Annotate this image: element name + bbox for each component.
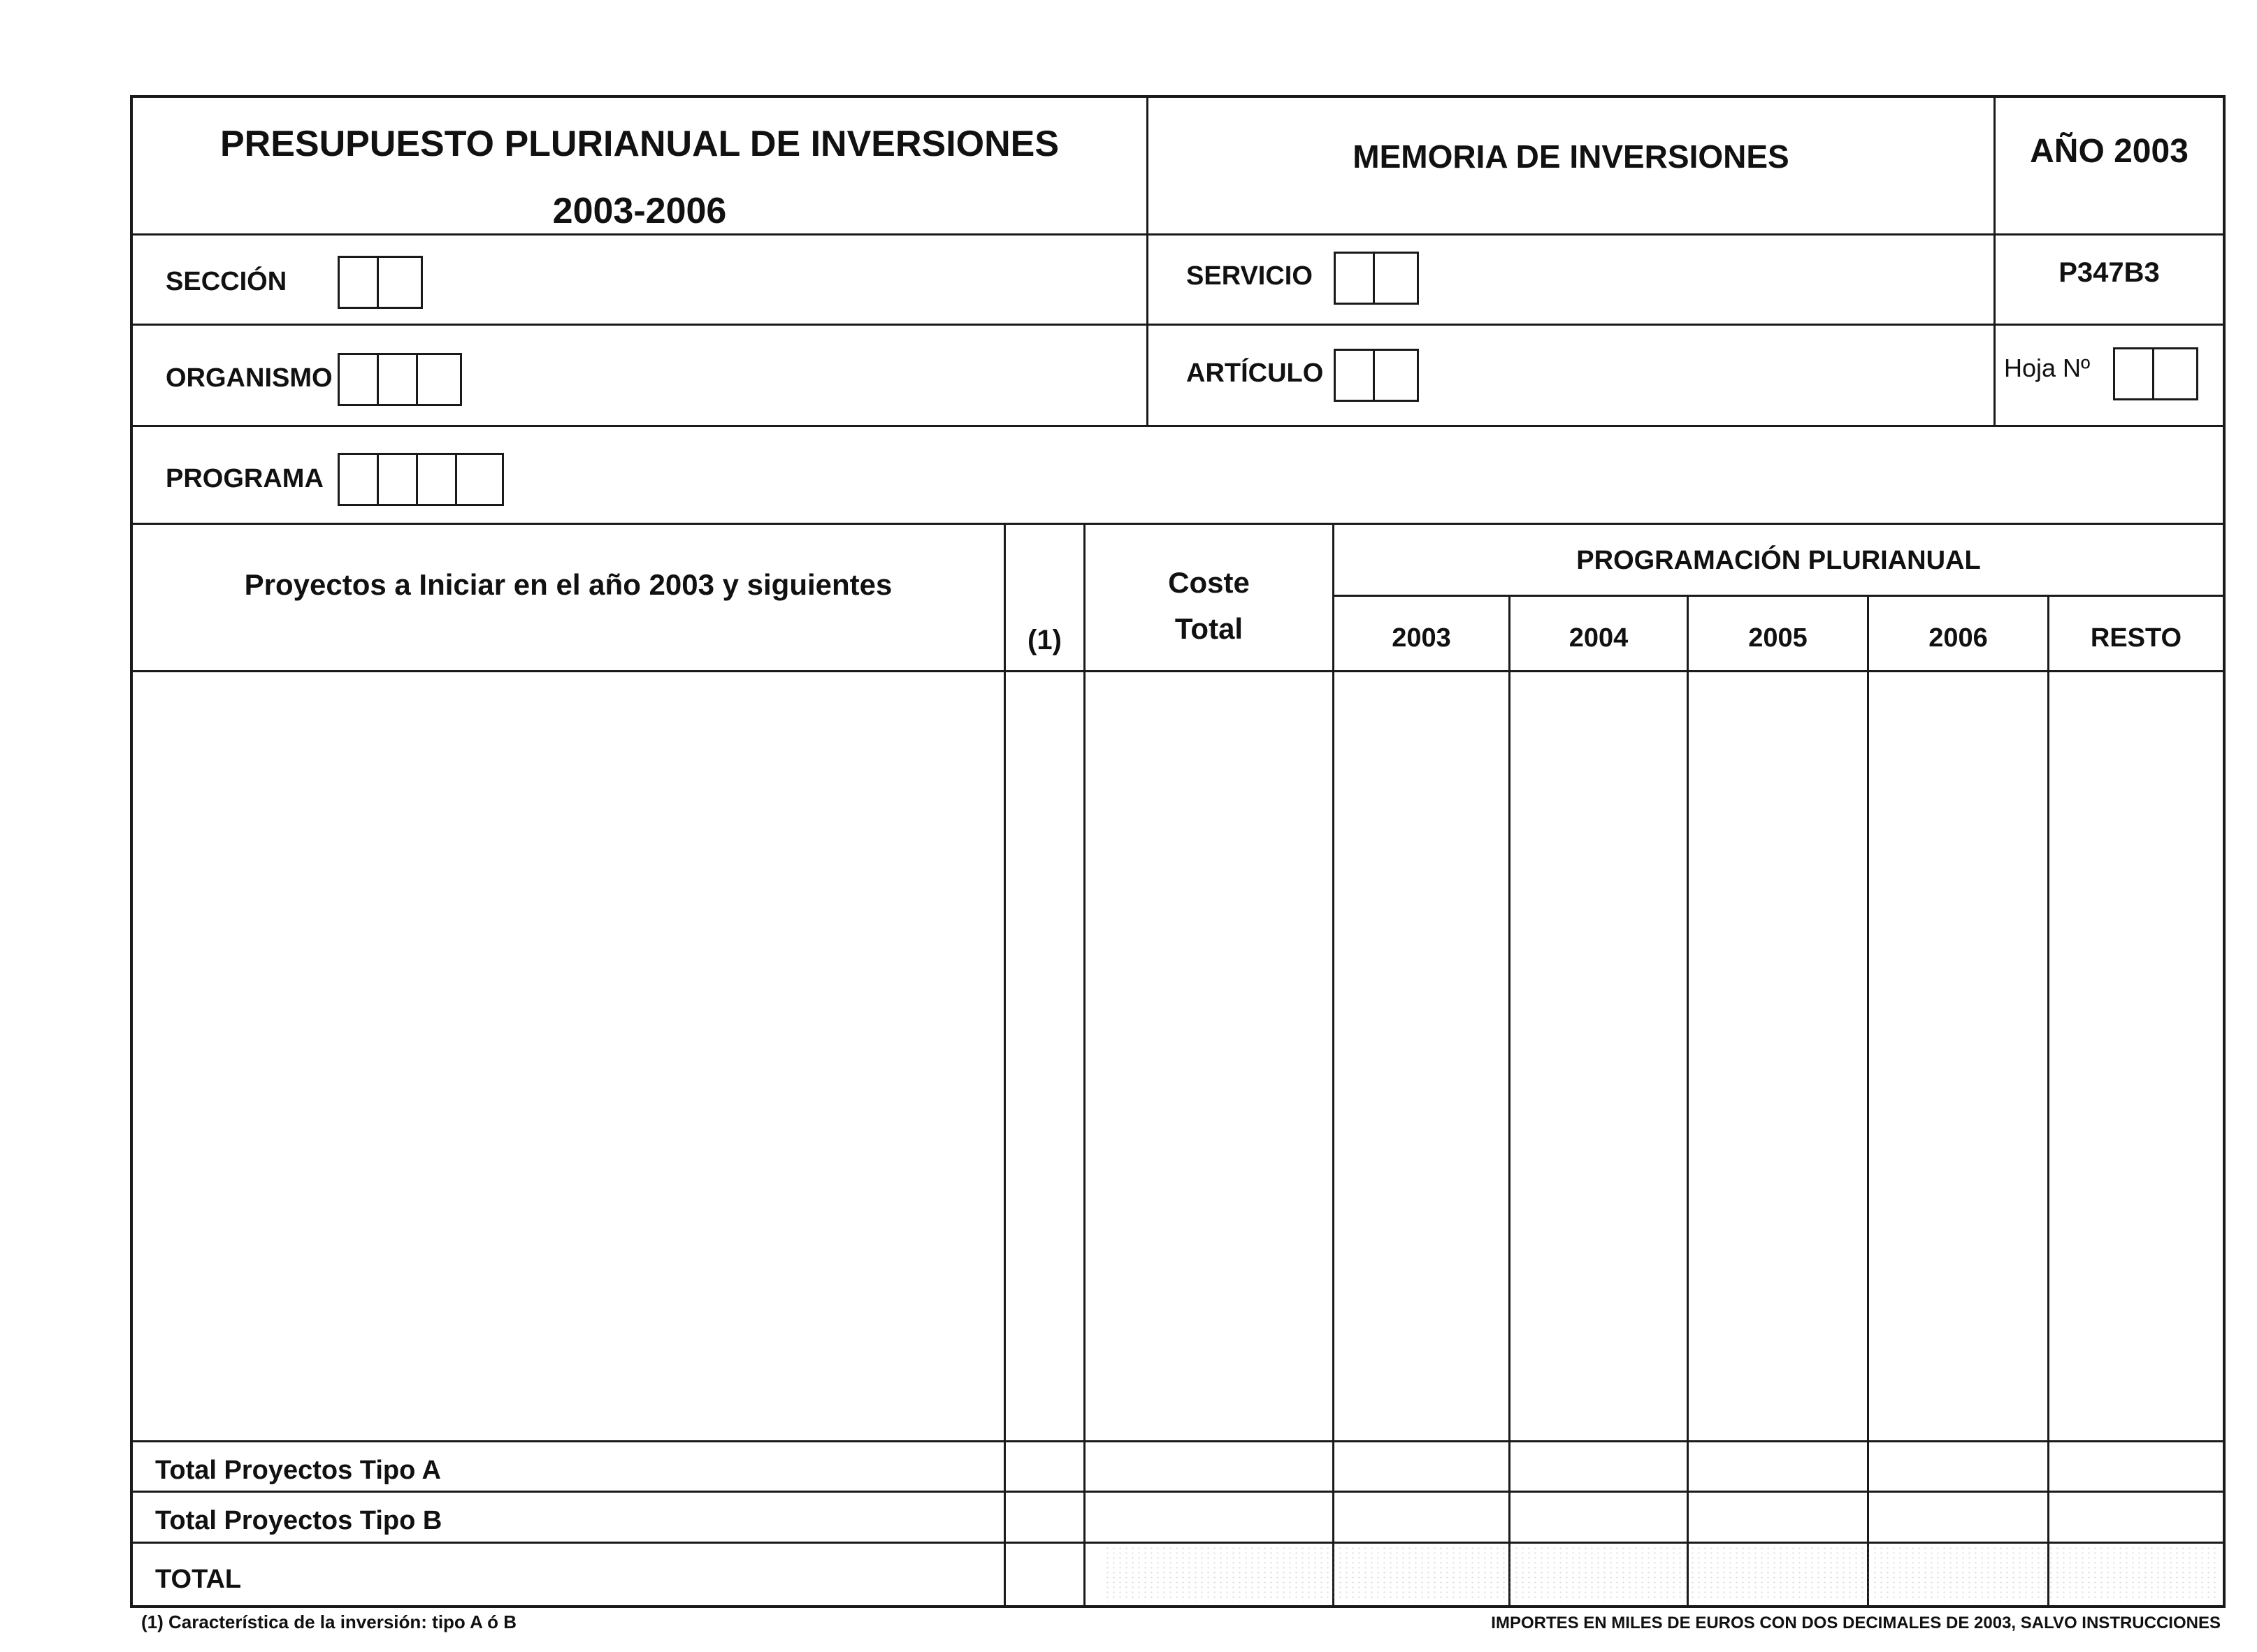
code-box[interactable] [340,355,379,404]
year-column-2005: 2005 [1748,623,1808,653]
programacion-divider [1332,595,2226,597]
organismo-label: ORGANISMO [166,363,333,393]
projects-table-body[interactable] [133,672,2223,1440]
year-column-2006: 2006 [1928,623,1988,653]
seccion-label: SECCIÓN [166,267,287,296]
year-column-2004: 2004 [1569,623,1629,653]
memoria-title: MEMORIA DE INVERSIONES [1353,138,1789,175]
row-divider [130,1542,2226,1544]
frame-right [2223,95,2226,1608]
form-code: P347B3 [2058,257,2160,288]
articulo-label: ARTÍCULO [1186,358,1324,388]
total-tipo-b-label: Total Proyectos Tipo B [155,1506,442,1535]
row-divider [130,425,2226,427]
code-box[interactable] [340,258,379,307]
row-divider [130,1491,2226,1493]
scan-noise [1104,1546,2216,1602]
code-box[interactable] [418,455,457,504]
form-period: 2003-2006 [552,191,727,231]
row-divider [130,1440,2226,1442]
characteristic-column-header: (1) [1027,625,1062,655]
form-title: PRESUPUESTO PLURIANUAL DE INVERSIONES [219,124,1060,164]
code-box[interactable] [379,258,418,307]
total-tipo-a-label: Total Proyectos Tipo A [155,1456,441,1485]
grand-total-label: TOTAL [155,1565,242,1594]
row-divider [130,523,2226,525]
year-label: AÑO 2003 [2030,133,2189,170]
hoja-label: Hoja Nº [2004,354,2091,382]
cost-column-header-line1: Coste [1168,566,1250,599]
seccion-code-boxes[interactable] [338,256,423,309]
code-box[interactable] [1336,351,1375,400]
code-box[interactable] [1375,351,1414,400]
code-box[interactable] [418,355,457,404]
organismo-code-boxes[interactable] [338,353,462,406]
frame-top [130,95,2226,98]
programacion-header: PROGRAMACIÓN PLURIANUAL [1576,546,1981,575]
code-box[interactable] [1375,254,1414,303]
frame-bottom [130,1605,2226,1608]
articulo-code-boxes[interactable] [1334,349,1419,402]
programa-label: PROGRAMA [166,464,324,493]
code-box[interactable] [379,455,418,504]
year-column-2003: 2003 [1392,623,1451,653]
servicio-label: SERVICIO [1186,261,1313,291]
row-divider [130,233,2226,236]
footnote: (1) Característica de la inversión: tipo A ó B [141,1611,517,1632]
cost-column-header-line2: Total [1174,612,1243,645]
projects-column-header: Proyectos a Iniciar en el año 2003 y siguientes [244,568,893,601]
code-box[interactable] [2154,349,2193,398]
code-box[interactable] [379,355,418,404]
code-box[interactable] [2115,349,2154,398]
programa-code-boxes[interactable] [338,453,504,506]
code-box[interactable] [1336,254,1375,303]
row-divider [130,324,2226,326]
code-box[interactable] [457,455,496,504]
code-box[interactable] [340,455,379,504]
servicio-code-boxes[interactable] [1334,252,1419,305]
resto-column: RESTO [2090,623,2182,653]
amounts-note: IMPORTES EN MILES DE EUROS CON DOS DECIMALES DE 2003, SALVO INSTRUCCIONES [1491,1614,2221,1632]
hoja-number-boxes[interactable] [2113,347,2198,400]
